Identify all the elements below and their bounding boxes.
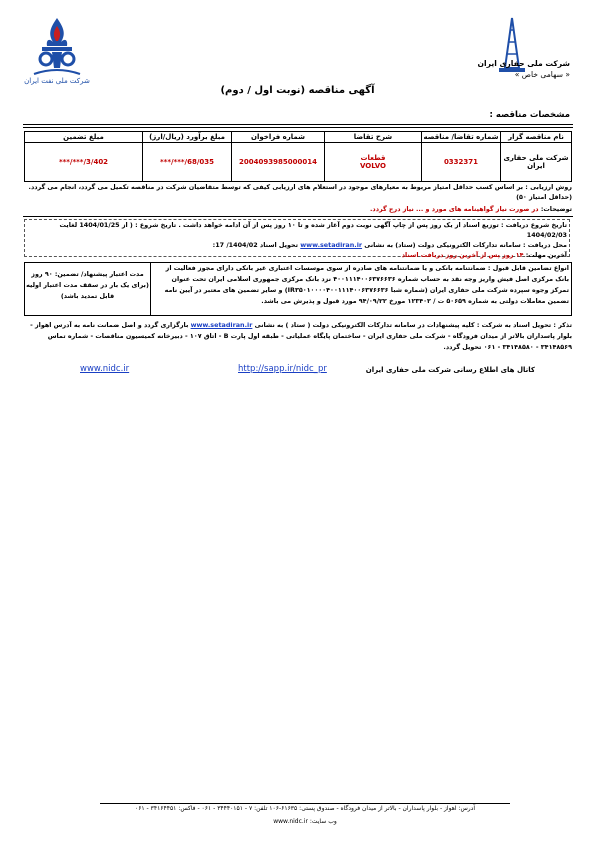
dist-date-to-label: لغایت xyxy=(59,221,78,229)
company-type: « سهامی خاص » xyxy=(514,70,570,79)
channels-label: کانال های اطلاع رسانی شرکت ملی حفاری ایران xyxy=(365,366,535,374)
desc-line-2: VOLVO xyxy=(360,162,386,170)
divider xyxy=(23,127,573,128)
dist-line-2-text: محل دریافت : سامانه تدارکات الکترونیکی دولت (ستاد) به نشانی xyxy=(364,241,567,249)
svg-text:شرکت ملی نفت ایران: شرکت ملی نفت ایران xyxy=(24,77,90,85)
notes-label: توضیحات: xyxy=(540,205,572,213)
divider xyxy=(23,124,573,125)
cell-desc xyxy=(325,143,422,182)
deadline-text: ۱۴ روز پس از آخرین روز دریافت اسناد xyxy=(401,251,524,259)
header-desc: شرح تقاضا xyxy=(325,132,422,143)
header-number: شماره تقاضا/ مناقصه xyxy=(423,133,499,141)
header-estimate: مبلغ برآورد (ریال/ارز) xyxy=(143,132,232,143)
setad-link-2[interactable]: www.setadiran.ir xyxy=(190,321,253,329)
desc-line-1: قطعات xyxy=(360,154,386,162)
validity-text: مدت اعتبار پیشنهاد/ تضمین: ۹۰ روز (برای یک بار در سقف مدت اعتبار اولیه قابل تمدید باشد) xyxy=(25,263,151,315)
tender-table xyxy=(24,131,572,182)
cell-number: 0332371 xyxy=(422,143,501,182)
footer-divider xyxy=(100,803,510,804)
deliver-date: 1404/02/ 17: xyxy=(212,241,258,249)
deadline-label: آخرین مهلت: xyxy=(525,251,567,259)
cell-estimate: 68/035/***/*** xyxy=(143,143,232,182)
notes-text: در صورت نیاز گواهینامه های مورد و ... نیاز درج گردد. xyxy=(370,205,539,213)
header-call: شماره فراخوان xyxy=(232,132,325,143)
guarantee-text: انواع تضامین قابل قبول : ضمانتنامه بانکی و یا ضمانتنامه های صادره از سوی موسسات اعتباری غیر بانکی دارای مجوز فعالیت از بانک مرکزی اصل فیش واریز وجه نقد به حساب شماره ۴۰۰۱۱۱۴۰۰۶۳۷۶۶۳۶ نزد بانک مرکزی جمهوری اسلامی ایران تحت عنوان تمرکز وجوه سپرده شرکت ملی حفاری ایران (شماره شبا IR۳۵۰۱۰۰۰۰۴۰۰۱۱۱۴۰۰۶۳۷۶۶۳۶) و سایر تضمین های معتبر در آیین نامه تضمین معاملات دولتی به شماره ۵۰۶۵۹ ت / ۱۲۳۴۰۲ مورخ ۹۴/۰۹/۲۲ مورد قبول و پذیرش می باشد. xyxy=(164,264,569,305)
guarantee-box xyxy=(24,262,572,316)
distribution-box xyxy=(24,219,570,257)
header-guarantee: مبلغ تضمین xyxy=(25,132,143,143)
table-header-row xyxy=(25,132,572,143)
table-row xyxy=(25,143,572,182)
eval-method: روش ارزیابی : بر اساس کسب حداقل امتیاز مربوط به معیارهای موجود در استعلام های ارزیابی کیفی که توسط متقاضیان شرکت در مناقصه تکمیل می گردد، انجام می گردد.(حداقل امتیاز ۵۰) xyxy=(28,183,572,201)
dist-line-1 xyxy=(27,220,567,240)
header-org: نام مناقصه گزار xyxy=(501,132,572,143)
reminder-text-2: بارگزاری گردد و اصل ضمانت نامه به آدرس اهواز - بلوار پاسداران بالاتر از میدان فرودگاه - شرکت ملی حفاری ایران - ساختمان پایگاه عملیاتی - طبقه اول پارت B - اتاق ۱۰۷ - دبیرخانه کمیسیون مناقصات - شماره تماس ۳۴۱۴۸۵۶۹ - ۳۴۱۴۸۵۸۰ - ۰۶۱ تحویل گردد. xyxy=(30,321,572,351)
reminder-box xyxy=(24,320,572,353)
cell-call-number: 2004093985000014 xyxy=(232,143,325,182)
company-name: شرکت ملی حفاری ایران xyxy=(477,59,570,68)
reminder-text: تذکر : تحویل اسناد به شرکت : کلیه پیشنهادات در سامانه تدارکات الکترونیکی دولت ( ستاد ) به نشانی xyxy=(254,321,572,329)
cell-guarantee: 3/402/***/*** xyxy=(25,143,143,182)
spec-label: مشخصات مناقصه : xyxy=(489,110,570,120)
sapp-link[interactable]: http://sapp.ir/nidc_pr xyxy=(238,364,327,374)
dist-line-2 xyxy=(27,240,567,250)
deliver-label: تحویل اسناد xyxy=(259,241,299,249)
page-title: آگهی مناقصه (نوبت اول / دوم) xyxy=(220,85,375,96)
nidc-logo xyxy=(22,14,92,86)
company-name-block xyxy=(470,58,570,80)
footer-address: آدرس: اهواز - بلوار پاسداران - بالاتر از میدان فرودگاه - صندوق پستی: ۶۱۶۳۵-۱۰۶ تلفن: ۷ - ۳۴۴۴۰۱۵۱ - ۰۶۱ - فاکس: ۳۴۱۶۴۴۵۱ - ۰۶۱ xyxy=(134,805,476,812)
footer-site: وب سایت: www.nidc.ir xyxy=(273,818,337,825)
deadline-row xyxy=(27,250,567,260)
notes-row xyxy=(24,204,572,214)
dist-date-from: 1404/01/25 xyxy=(79,221,120,229)
setad-link[interactable]: www.setadiran.ir xyxy=(300,241,363,249)
cell-org: شرکت ملی حفاری ایران xyxy=(501,143,572,182)
dist-line-1-text: تاریخ شروع دریافت : توزیع اسناد از یک روز پس از چاپ آگهی نوبت دوم آغاز شده و تا ۱۰ روز پس از آن ادامه خواهد داشت . تاریخ شروع : ( از xyxy=(121,221,567,229)
dist-date-to: 1404/02/03 xyxy=(526,231,567,239)
divider xyxy=(23,216,573,217)
nidc-link[interactable]: www.nidc.ir xyxy=(80,364,130,374)
